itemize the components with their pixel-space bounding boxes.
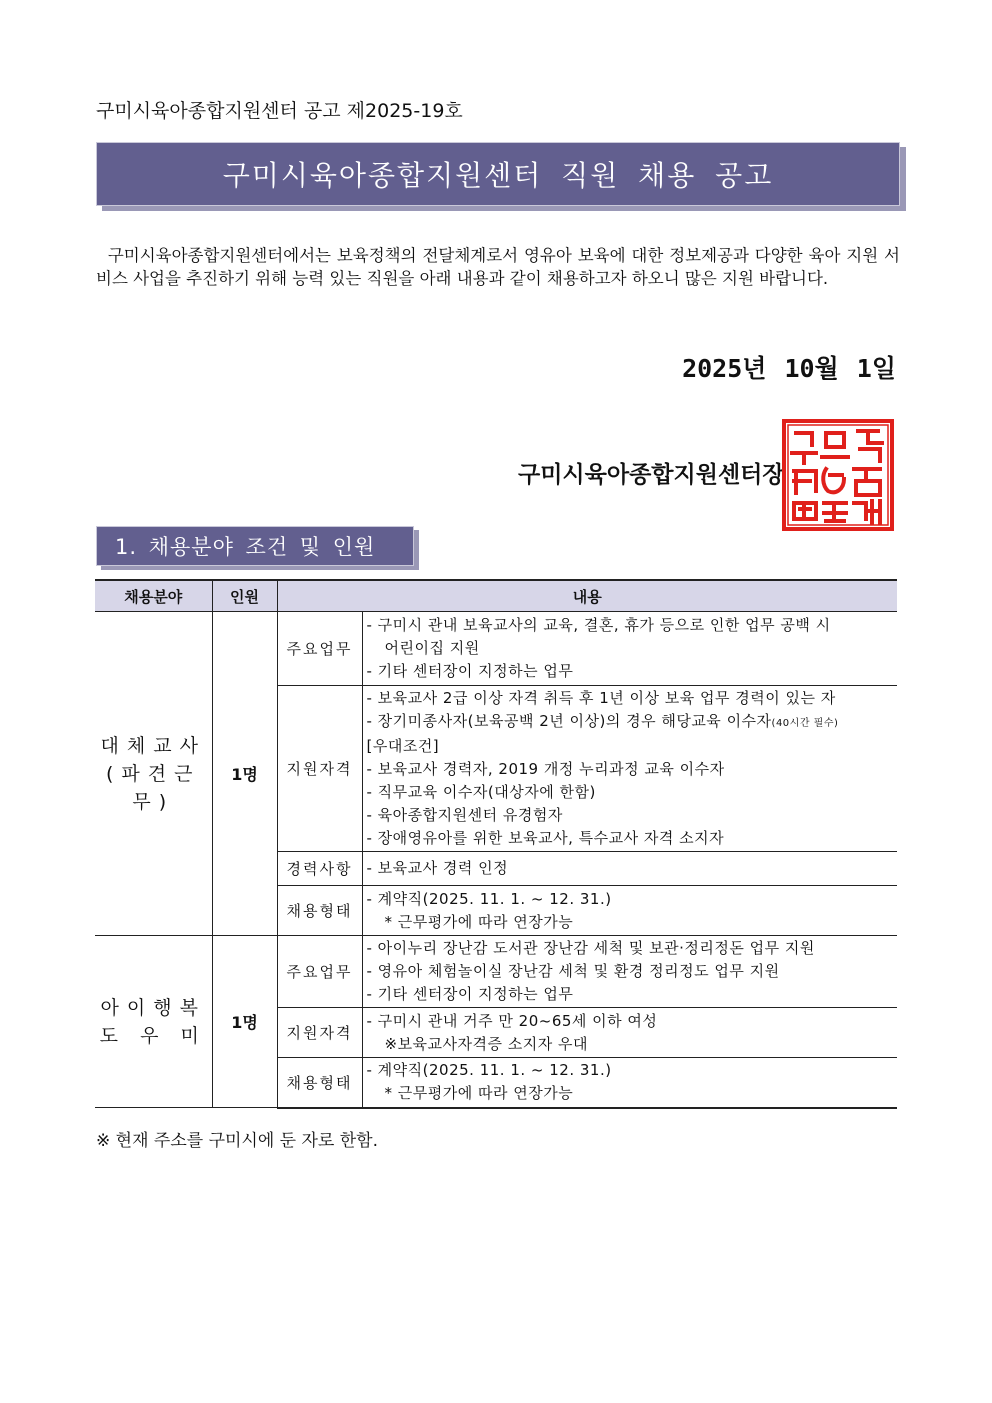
recruitment-table <box>95 579 897 1109</box>
content-line: - 직무교육 이수자(대상자에 한함) <box>366 783 596 801</box>
header-field: 채용분야 <box>95 580 212 612</box>
official-seal <box>782 419 894 531</box>
content-line: - 장애영유아를 위한 보육교사, 특수교사 자격 소지자 <box>366 829 725 847</box>
category-content <box>362 852 897 886</box>
category-label: 채용형태 <box>277 1058 362 1108</box>
category-content <box>362 886 897 936</box>
category-content <box>362 1008 897 1058</box>
table-header-row <box>95 580 897 612</box>
job-field-substitute-teacher <box>95 612 212 936</box>
field-line: 도 우 미 <box>99 1024 207 1047</box>
table-row <box>95 612 897 686</box>
content-note: (40시간 필수) <box>771 718 839 729</box>
content-text: - 장기미종사자(보육공백 2년 이상)의 경우 해당교육 이수자 <box>366 712 772 730</box>
title-banner <box>96 142 900 206</box>
content-line: * 근무평가에 따라 연장가능 <box>384 1084 574 1103</box>
content-line: - 아이누리 장난감 도서관 장난감 세척 및 보관·정리정돈 업무 지원 <box>366 939 815 957</box>
page-title: 구미시육아종합지원센터 직원 채용 공고 <box>222 159 774 192</box>
content-line: - 구미시 관내 거주 만 20~65세 이하 여성 <box>366 1011 658 1030</box>
residency-footnote: ※ 현재 주소를 구미시에 둔 자로 한함. <box>96 1131 378 1151</box>
content-line: [우대조건] <box>366 737 440 755</box>
header-content: 내용 <box>277 580 897 612</box>
category-label: 경력사항 <box>277 852 362 886</box>
content-line: - 기타 센터장이 지정하는 업무 <box>366 662 574 680</box>
section-heading-banner <box>96 526 414 566</box>
content-line: - 기타 센터장이 지정하는 업무 <box>366 985 574 1003</box>
announcement-date: 2025년 10월 1일 <box>682 354 896 383</box>
field-line: 대체교사 <box>100 734 206 757</box>
notice-number: 구미시육아종합지원센터 공고 제2025-19호 <box>96 100 463 122</box>
content-line: - 육아종합지원센터 유경험자 <box>366 806 563 824</box>
content-line: - 계약직(2025. 11. 1. ~ 12. 31.) <box>366 1061 612 1080</box>
content-line: 어린이집 지원 <box>384 639 480 657</box>
section-heading: 1. 채용분야 조건 및 인원 <box>115 535 376 559</box>
content-line: - 보육교사 2급 이상 자격 취득 후 1년 이상 보육 업무 경력이 있는 자 <box>366 689 836 707</box>
content-line: ※보육교사자격증 소지자 우대 <box>384 1034 588 1053</box>
category-label: 주요업무 <box>277 936 362 1008</box>
category-content <box>362 936 897 1008</box>
content-line <box>367 710 894 735</box>
category-label: 지원자격 <box>277 1008 362 1058</box>
field-line: (파견근무) <box>106 762 201 813</box>
job-count: 1명 <box>212 612 277 936</box>
category-label: 지원자격 <box>277 686 362 852</box>
category-label: 채용형태 <box>277 886 362 936</box>
content-line: - 영유아 체험놀이실 장난감 세척 및 환경 정리정도 업무 지원 <box>366 962 780 980</box>
job-field-child-care-helper <box>95 936 212 1108</box>
content-line: - 계약직(2025. 11. 1. ~ 12. 31.) <box>366 889 612 908</box>
header-count: 인원 <box>212 580 277 612</box>
category-content <box>362 612 897 686</box>
intro-text: 구미시육아종합지원센터에서는 보육정책의 전달체계로서 영유아 보육에 대한 정보제공과 다양한 육아 지원 서비스 사업을 추진하기 위해 능력 있는 직원을 아래 내용과 같이 채용하고자 하오니 많은 지원 바랍니다. <box>96 246 900 288</box>
content-line: - 보육교사 경력 인정 <box>366 859 509 877</box>
content-line: - 보육교사 경력자, 2019 개정 누리과정 교육 이수자 <box>366 760 725 778</box>
category-content <box>362 1058 897 1108</box>
job-count: 1명 <box>212 936 277 1108</box>
category-label: 주요업무 <box>277 612 362 686</box>
field-line: 아이행복 <box>100 996 206 1019</box>
content-line: - 구미시 관내 보육교사의 교육, 결혼, 휴가 등으로 인한 업무 공백 시 <box>366 616 831 634</box>
table-row <box>95 936 897 1008</box>
category-content <box>362 686 897 852</box>
intro-paragraph <box>96 244 900 290</box>
content-line: * 근무평가에 따라 연장가능 <box>384 912 574 931</box>
signature-line: 구미시육아종합지원센터장 <box>518 462 785 488</box>
